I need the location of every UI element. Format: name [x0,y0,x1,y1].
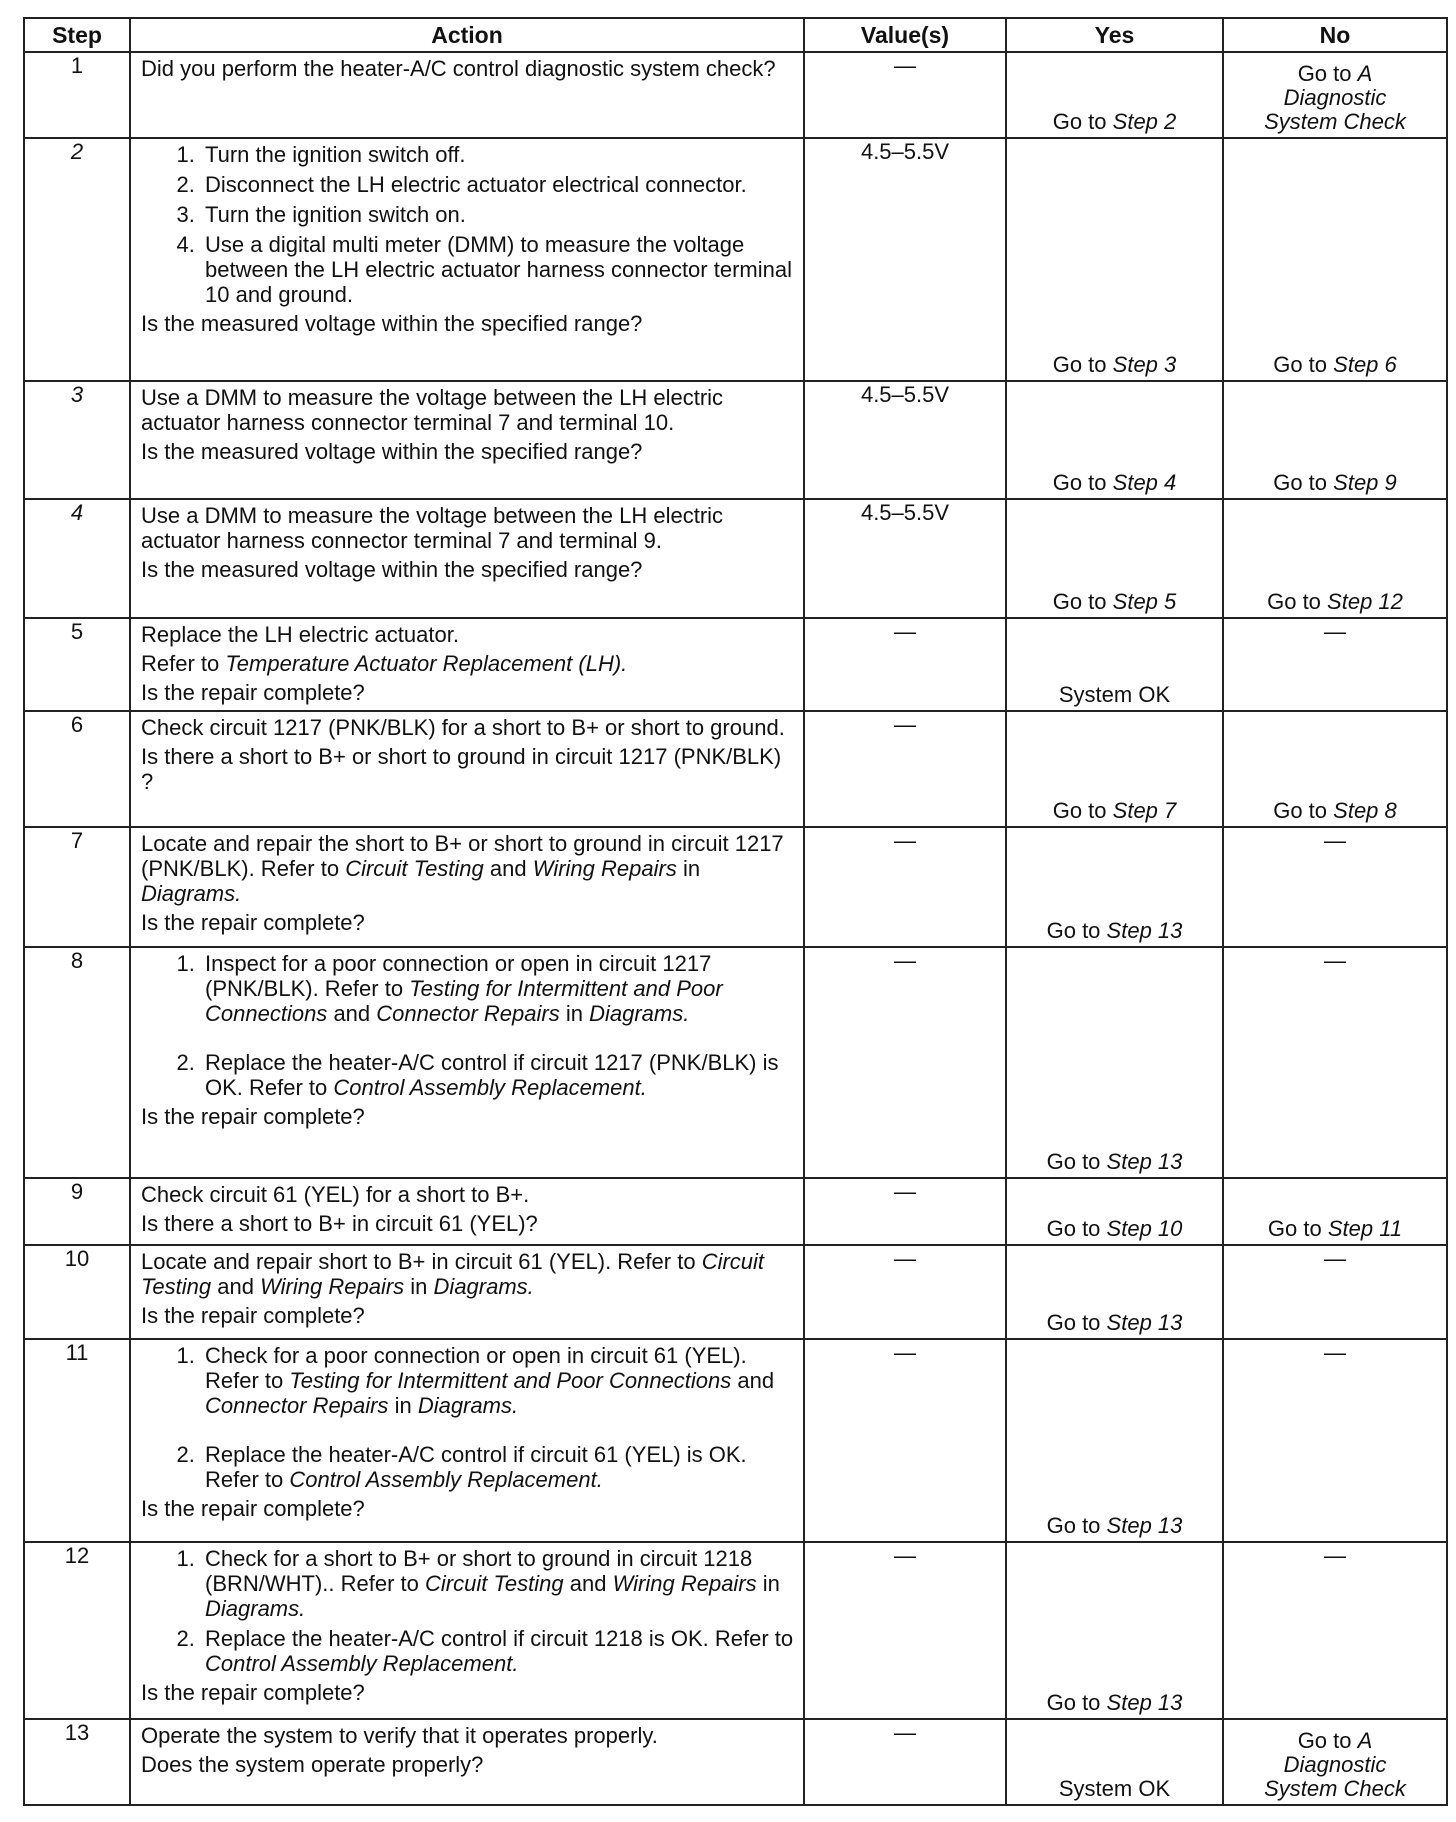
dash: — [894,619,916,644]
step-number: 2 [24,138,130,381]
yes-step-ref: Step 13 [1106,1690,1183,1715]
yes-cell [1006,1178,1223,1245]
no-cell [1223,947,1447,1178]
action-text: Check circuit 1217 (PNK/BLK) for a short to B+ or short to ground. [141,715,785,740]
go-to-label: Go to [1297,1728,1352,1753]
yes-cell [1006,827,1223,947]
and-word: and [217,1274,254,1299]
dash: — [1324,948,1346,973]
action-cell [130,827,804,947]
ref-circuit-testing: Circuit Testing [425,1571,564,1596]
action-cell [130,711,804,827]
refer-to-label: Refer to [141,651,220,676]
yes-cell [1006,499,1223,618]
no-step-ref: Step 12 [1327,589,1403,614]
action-cell [130,381,804,499]
value-cell [804,138,1006,381]
and-word: and [489,856,527,881]
value-cell [804,1245,1006,1339]
list-item [201,951,797,1026]
value-cell [804,618,1006,711]
diag-ref-a: A [1357,1728,1373,1753]
dash: — [894,1179,916,1204]
ref-wiring-repairs: Wiring Repairs [532,856,677,881]
action-question: Does the system operate properly? [141,1752,484,1777]
system-ok: System OK [1058,1776,1171,1801]
list-item-text: Replace the heater-A/C control if circuit 61 (YEL) is OK. Refer to [205,1442,747,1492]
action-cell [130,1178,804,1245]
go-to-label: Go to [1046,1310,1101,1335]
action-cell [130,499,804,618]
ref-wiring-repairs: Wiring Repairs [260,1274,405,1299]
step-number: 1 [24,52,130,138]
step-number: 10 [24,1245,130,1339]
yes-cell [1006,1245,1223,1339]
yes-step-ref: Step 13 [1106,918,1183,943]
ref-diagrams: Diagrams. [433,1274,534,1299]
yes-step-ref: Step 2 [1112,109,1177,134]
diag-ref-diagnostic: Diagnostic [1283,85,1387,110]
value-range: 4.5–5.5V [860,500,950,525]
action-cell [130,1245,804,1339]
diagnostic-table [23,17,1448,1806]
ref-control-assembly: Control Assembly Replacement. [333,1075,647,1100]
dash: — [1324,1246,1346,1271]
no-step-ref: Step 9 [1333,470,1397,495]
list-item: 2. Disconnect the LH electric actuator electrical connector. [201,172,797,197]
action-question: Is the repair complete? [141,680,365,705]
yes-cell [1006,947,1223,1178]
header-yes: Yes [1006,18,1223,52]
action-list [141,1546,797,1676]
ref-connector-repairs: Connector Repairs [205,1393,389,1418]
table-row [24,1178,1447,1245]
list-item [201,1343,797,1418]
list-item-text: Inspect for a poor connection or open in circuit 1217 (PNK/BLK). Refer to [205,951,712,1001]
go-to-label: Go to [1267,1216,1322,1241]
go-to-label: Go to [1046,1149,1101,1174]
table-row [24,1339,1447,1542]
action-cell [130,1719,804,1805]
no-cell [1223,711,1447,827]
ref-temperature-actuator: Temperature Actuator Replacement (LH). [225,651,628,676]
step-number: 11 [24,1339,130,1542]
action-question: Is the repair complete? [141,910,365,935]
yes-step-ref: Step 13 [1106,1310,1183,1335]
action-question: Is there a short to B+ or short to ground in circuit 1217 (PNK/BLK) ? [141,744,782,794]
go-to-label: Go to [1052,109,1107,134]
action-text [141,1249,797,1299]
table-row [24,827,1447,947]
go-to-label: Go to [1297,61,1352,86]
dash: — [894,948,916,973]
action-text-main: Locate and repair short to B+ in circuit 61 (YEL). Refer to [141,1249,696,1274]
go-to-label: Go to [1052,589,1107,614]
value-cell [804,1542,1006,1719]
value-range: 4.5–5.5V [860,139,950,164]
action-text-main: Locate and repair the short to B+ or short to ground in circuit 1217 (PNK/BLK). Refer to [141,831,784,881]
yes-cell [1006,1339,1223,1542]
table-row [24,1245,1447,1339]
go-to-label: Go to [1273,798,1328,823]
action-text: Check circuit 61 (YEL) for a short to B+. [141,1182,530,1207]
yes-step-ref: Step 4 [1112,470,1177,495]
yes-cell [1006,711,1223,827]
in-word: in [762,1571,780,1596]
value-cell [804,52,1006,138]
dash: — [1324,1340,1346,1365]
list-item-text: Replace the heater-A/C control if circuit 1217 (PNK/BLK) is OK. Refer to [205,1050,779,1100]
step-number: 4 [24,499,130,618]
step-number: 13 [24,1719,130,1805]
action-text: Did you perform the heater-A/C control diagnostic system check? [141,56,776,81]
system-ok: System OK [1058,682,1171,707]
step-number: 8 [24,947,130,1178]
yes-cell [1006,1542,1223,1719]
yes-step-ref: Step 7 [1112,798,1177,823]
in-word: in [394,1393,412,1418]
list-item [201,1546,797,1621]
in-word: in [565,1001,583,1026]
table-row [24,52,1447,138]
value-cell [804,711,1006,827]
list-item-text: Check for a short to B+ or short to ground in circuit 1218 (BRN/WHT).. Refer to [205,1546,753,1596]
in-word: in [410,1274,428,1299]
value-cell [804,499,1006,618]
no-cell [1223,52,1447,138]
action-question: Is the repair complete? [141,1496,365,1521]
action-question: Is the measured voltage within the specified range? [141,557,643,582]
list-item [201,1626,797,1676]
step-number: 5 [24,618,130,711]
go-to-label: Go to [1046,1513,1101,1538]
in-word: in [682,856,701,881]
no-cell [1223,1339,1447,1542]
table-row [24,711,1447,827]
list-item-text: Replace the heater-A/C control if circuit 1218 is OK. Refer to [205,1626,794,1651]
step-number: 3 [24,381,130,499]
yes-step-ref: Step 13 [1106,1513,1183,1538]
table-row [24,1719,1447,1805]
ref-circuit-testing: Circuit Testing [345,856,484,881]
yes-cell [1006,618,1223,711]
no-step-ref: Step 6 [1333,352,1397,377]
ref-wiring-repairs: Wiring Repairs [612,1571,757,1596]
table-row [24,618,1447,711]
diag-ref-a: A [1357,61,1373,86]
ref-testing-intermittent: Testing for Intermittent and Poor Connections [205,976,723,1026]
action-question: Is the repair complete? [141,1680,365,1705]
yes-step-ref: Step 10 [1106,1216,1183,1241]
yes-cell [1006,1719,1223,1805]
dash: — [1324,1543,1346,1568]
and-word: and [737,1368,775,1393]
yes-cell [1006,381,1223,499]
header-step: Step [24,18,130,52]
diag-ref-system-check: System Check [1264,1776,1406,1801]
action-text: Operate the system to verify that it operates properly. [141,1723,658,1748]
action-question: Is the repair complete? [141,1104,365,1129]
go-to-label: Go to [1052,798,1107,823]
value-cell [804,1719,1006,1805]
no-cell [1223,1542,1447,1719]
yes-step-ref: Step 13 [1106,1149,1183,1174]
yes-step-ref: Step 3 [1112,352,1177,377]
action-text: Use a DMM to measure the voltage between the LH electric actuator harness connector terminal 7 and terminal 9. [141,503,724,553]
header-action: Action [130,18,804,52]
ref-diagrams: Diagrams. [141,881,242,906]
value-cell [804,381,1006,499]
table-row [24,499,1447,618]
diag-ref-diagnostic: Diagnostic [1283,1752,1387,1777]
no-step-ref: Step 11 [1327,1216,1403,1241]
go-to-label: Go to [1273,470,1328,495]
step-number: 12 [24,1542,130,1719]
header-value: Value(s) [804,18,1006,52]
no-step-ref: Step 8 [1333,798,1397,823]
action-question: Is the measured voltage within the specified range? [141,311,643,336]
action-question: Is the measured voltage within the specified range? [141,439,643,464]
dash: — [1324,828,1346,853]
list-item [201,1442,797,1492]
dash: — [894,1543,916,1568]
ref-diagrams: Diagrams. [205,1596,306,1621]
action-question: Is the repair complete? [141,1303,365,1328]
ref-control-assembly: Control Assembly Replacement. [205,1651,519,1676]
go-to-label: Go to [1046,1690,1101,1715]
go-to-label: Go to [1273,352,1328,377]
step-number: 7 [24,827,130,947]
table-row [24,947,1447,1178]
table-row [24,138,1447,381]
action-cell [130,138,804,381]
dash: — [894,1246,916,1271]
list-item: 3. Turn the ignition switch on. [201,202,797,227]
list-item: 4. Use a digital multi meter (DMM) to measure the voltage between the LH electric actuator harness connector terminal 10 and ground. [201,232,797,307]
ref-connector-repairs: Connector Repairs [376,1001,560,1026]
action-cell [130,1339,804,1542]
header-no: No [1223,18,1447,52]
value-cell [804,1178,1006,1245]
list-item: 1. Turn the ignition switch off. [201,142,797,167]
action-question: Is there a short to B+ in circuit 61 (YEL)? [141,1211,538,1236]
list-item-text: Check for a poor connection or open in circuit 61 (YEL). Refer to [205,1343,747,1393]
no-cell [1223,381,1447,499]
diag-ref-system-check: System Check [1264,109,1406,134]
dash: — [1324,619,1346,644]
dash: — [894,1720,916,1745]
and-word: and [569,1571,607,1596]
ref-diagrams: Diagrams. [589,1001,690,1026]
yes-step-ref: Step 5 [1112,589,1177,614]
ref-circuit-testing: Circuit Testing [141,1249,765,1299]
value-cell [804,1339,1006,1542]
no-cell [1223,1178,1447,1245]
action-text: Replace the LH electric actuator. [141,622,459,647]
no-cell [1223,138,1447,381]
no-cell [1223,827,1447,947]
go-to-label: Go to [1052,470,1107,495]
header-row [24,18,1447,52]
value-cell [804,947,1006,1178]
go-to-label: Go to [1046,1216,1101,1241]
action-list [141,951,797,1100]
list-item [201,1050,797,1100]
action-cell [130,947,804,1178]
no-cell [1223,499,1447,618]
go-to-label: Go to [1052,352,1107,377]
ref-control-assembly: Control Assembly Replacement. [289,1467,603,1492]
go-to-label: Go to [1267,589,1321,614]
yes-cell [1006,138,1223,381]
step-number: 6 [24,711,130,827]
yes-cell [1006,52,1223,138]
value-cell [804,827,1006,947]
no-cell [1223,1245,1447,1339]
action-list [141,142,797,307]
ref-testing-intermittent: Testing for Intermittent and Poor Connections [289,1368,732,1393]
dash: — [894,712,916,737]
no-cell [1223,618,1447,711]
dash: — [894,53,916,78]
and-word: and [333,1001,371,1026]
action-text [141,831,797,906]
action-ref [141,651,797,676]
action-cell [130,52,804,138]
ref-diagrams: Diagrams. [417,1393,519,1418]
table-row [24,1542,1447,1719]
action-text: Use a DMM to measure the voltage between the LH electric actuator harness connector terminal 7 and terminal 10. [141,385,724,435]
action-cell [130,1542,804,1719]
no-cell [1223,1719,1447,1805]
step-number: 9 [24,1178,130,1245]
action-cell [130,618,804,711]
table-row [24,381,1447,499]
go-to-label: Go to [1046,918,1101,943]
action-list [141,1343,797,1492]
dash: — [894,828,916,853]
value-range: 4.5–5.5V [860,382,950,407]
dash: — [894,1340,916,1365]
